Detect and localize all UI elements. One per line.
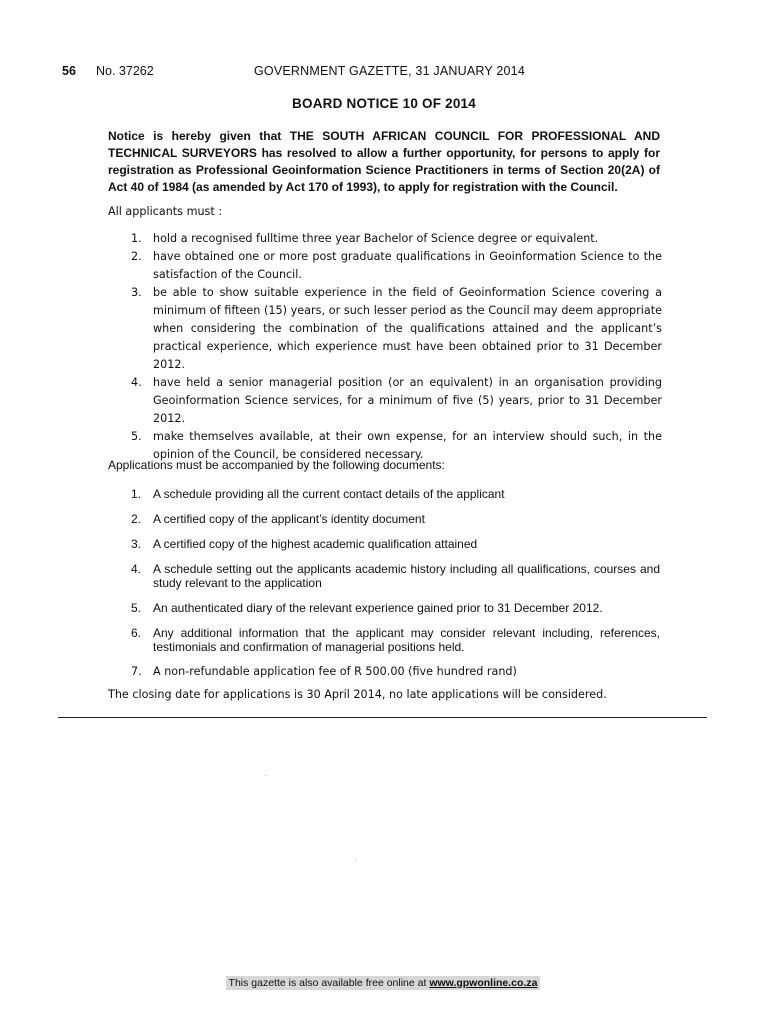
item-text: have held a senior managerial position (or an equivalent) in an organisation providing Geoinformation Science services, for a minimum of five (5) years, prior to 31 December 2012. [153, 376, 662, 425]
item-text: A non-refundable application fee of R 500.00 (five hundred rand) [153, 665, 517, 678]
item-number: 3. [131, 286, 142, 299]
footer-link[interactable]: www.gpwonline.co.za [429, 977, 538, 989]
item-number: 4. [131, 376, 142, 389]
item-text: be able to show suitable experience in the field of Geoinformation Science covering a minimum of fifteen (15) years, or such lesser period as the Council may deem appropriate when considering the combination of the qualifications attained and the applicant’s practical experience, which experience must have been obtained prior to 31 December 2012. [153, 286, 662, 371]
scan-speck [265, 775, 266, 776]
item-number: 1. [131, 487, 142, 501]
item-number: 5. [131, 430, 142, 443]
page-number: 56 [62, 64, 76, 78]
closing-statement: The closing date for applications is 30 April 2014, no late applications will be considered. [108, 688, 607, 701]
item-text: A schedule providing all the current contact details of the applicant [153, 487, 505, 501]
item-number: 5. [131, 601, 142, 615]
documents-lead: Applications must be accompanied by the following documents: [108, 458, 445, 472]
item-number: 1. [131, 232, 142, 245]
document-item [126, 512, 660, 526]
requirement-item [126, 284, 662, 374]
requirement-item [126, 248, 662, 284]
item-text: have obtained one or more post graduate qualifications in Geoinformation Science to the satisfaction of the Council. [153, 250, 662, 281]
footer-text: This gazette is also available free online at [228, 977, 430, 989]
item-text: A schedule setting out the applicants academic history including all qualifications, courses and study relevant to the application [153, 562, 660, 590]
footer-banner [226, 976, 540, 990]
item-text: Any additional information that the applicant may consider relevant including, references, testimonials and confirmation of managerial positions held. [153, 626, 660, 654]
item-text: An authenticated diary of the relevant experience gained prior to 31 December 2012. [153, 601, 603, 615]
item-number: 7. [131, 665, 142, 678]
notice-intro: Notice is hereby given that THE SOUTH AFRICAN COUNCIL FOR PROFESSIONAL AND TECHNICAL SURVEYORS has resolved to allow a further opportunity, for persons to apply for registration as Professional Geoinformation Science Practitioners in terms of Section 20(2A) of Act 40 of 1984 (as amended by Act 170 of 1993), to apply for registration with the Council. [108, 129, 660, 194]
section-divider [58, 717, 707, 718]
scan-speck [355, 860, 356, 861]
item-text: A certified copy of the highest academic qualification attained [153, 537, 478, 551]
documents-list [126, 487, 660, 690]
notice-title: BOARD NOTICE 10 OF 2014 [292, 96, 476, 111]
requirement-item [126, 230, 662, 248]
item-number: 4. [131, 562, 142, 576]
document-item [126, 487, 660, 501]
gazette-title: GOVERNMENT GAZETTE, 31 JANUARY 2014 [254, 64, 525, 78]
requirement-item [126, 374, 662, 428]
item-number: 3. [131, 537, 142, 551]
document-item [126, 626, 660, 654]
item-number: 2. [131, 250, 142, 263]
document-item [126, 665, 660, 679]
document-item [126, 562, 660, 590]
document-item [126, 601, 660, 615]
item-number: 6. [131, 626, 142, 640]
document-item [126, 537, 660, 551]
requirements-lead: All applicants must : [108, 205, 223, 218]
item-text: make themselves available, at their own expense, for an interview should such, in the opinion of the Council, be considered necessary. [153, 430, 662, 461]
item-number: 2. [131, 512, 142, 526]
gazette-header [62, 64, 712, 82]
gazette-number: No. 37262 [96, 64, 154, 78]
item-text: hold a recognised fulltime three year Bachelor of Science degree or equivalent. [153, 232, 599, 245]
item-text: A certified copy of the applicant’s identity document [153, 512, 425, 526]
requirements-list [126, 230, 662, 464]
